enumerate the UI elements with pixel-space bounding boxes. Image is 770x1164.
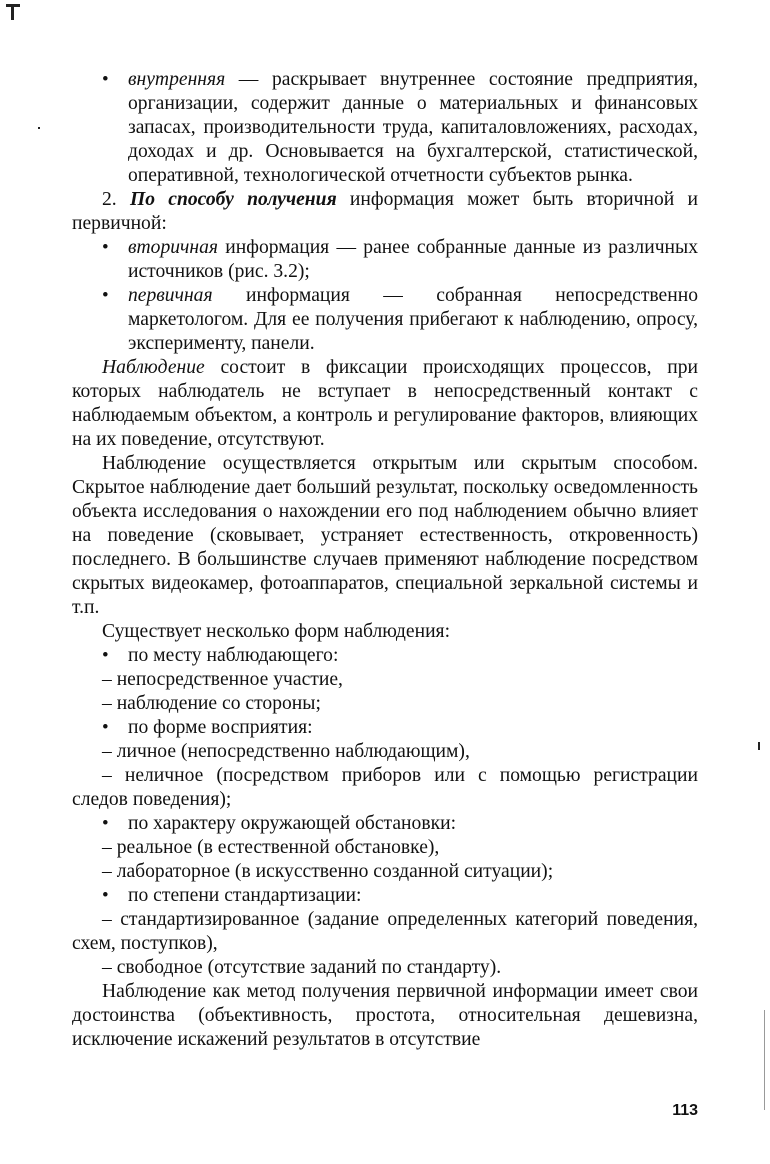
bold-emphasis: По способу получения xyxy=(129,189,337,210)
paragraph-text: состоит в фиксации происходящих процессов, при которых наблюдатель не вступает в непосредственный контакт с наблюдаемым объектом, а контроль и регулирование факторов, влияющих на их поведение, отсутствуют. xyxy=(72,357,698,450)
page-body xyxy=(72,68,698,1052)
bullet-text: по характеру окружающей обстановки: xyxy=(128,813,457,834)
emphasis: вторичная xyxy=(128,237,219,258)
bullet-text: информация — ранее собранные данные из различных источников (рис. 3.2); xyxy=(128,237,698,282)
bullet-item xyxy=(72,236,698,284)
dash-item: – неличное (посредством приборов или с помощью регистрации следов поведения); xyxy=(72,765,698,810)
scan-artifact xyxy=(764,1010,765,1110)
bullet-item xyxy=(72,812,698,836)
bullet-dot: • xyxy=(102,717,109,738)
paragraph xyxy=(72,356,698,452)
dash-item: – стандартизированное (задание определенных категорий поведения, схем, поступков), xyxy=(72,909,698,954)
bullet-item xyxy=(72,644,698,668)
bullet-dot: • xyxy=(102,885,109,906)
dash-item: – лабораторное (в искусственно созданной ситуации); xyxy=(102,861,554,882)
bullet-item xyxy=(72,716,698,740)
dash-item: – непосредственное участие, xyxy=(102,669,343,690)
dash-item: – свободное (отсутствие заданий по стандарту). xyxy=(102,957,502,978)
bullet-text: — раскрывает внутреннее состояние предприятия, организации, содержит данные о материальных и финансовых запасах, производительности труда, капиталовложениях, расходах, доходах и др. Основывается на бухгалтерской, статистической, оперативной, технологической отчетности субъектов рынка. xyxy=(128,69,698,186)
paragraph xyxy=(72,188,698,236)
bullet-text: информация — собранная непосредственно маркетологом. Для ее получения прибегают к наблюдению, опросу, эксперименту, панели. xyxy=(128,285,698,354)
bullet-text: по месту наблюдающего: xyxy=(128,645,339,666)
dash-item: – личное (непосредственно наблюдающим), xyxy=(102,741,470,762)
bullet-dot: • xyxy=(102,237,109,258)
bullet-dot: • xyxy=(102,645,109,666)
bullet-item xyxy=(72,884,698,908)
page-number: 113 xyxy=(672,1102,698,1119)
bullet-item xyxy=(72,68,698,188)
emphasis: первичная xyxy=(128,285,213,306)
paragraph-text: информация может быть вторичной и первичной: xyxy=(72,189,698,234)
scan-artifact xyxy=(758,742,760,750)
scan-artifact xyxy=(11,6,14,20)
emphasis: Наблюдение xyxy=(102,357,205,378)
bullet-dot: • xyxy=(102,813,109,834)
paragraph: Существует несколько форм наблюдения: xyxy=(102,621,451,642)
dash-item: – реальное (в естественной обстановке), xyxy=(102,837,440,858)
bullet-text: по форме восприятия: xyxy=(128,717,313,738)
paragraph: Наблюдение осуществляется открытым или скрытым способом. Скрытое наблюдение дает больший результат, поскольку осведомленность объекта исследования о нахождении его под наблюдением обычно влияет на поведение (сковывает, устраняет естественность, откровенность) последнего. В большинстве случаев применяют наблюдение посредством скрытых видеокамер, фотоаппаратов, специальной зеркальной системы и т.п. xyxy=(72,453,698,618)
bullet-text: по степени стандартизации: xyxy=(128,885,362,906)
bullet-item xyxy=(72,284,698,356)
paragraph: Наблюдение как метод получения первичной информации имеет свои достоинства (объективность, простота, относительная дешевизна, исключение искажений результатов в отсутствие xyxy=(72,981,698,1050)
bullet-dot: • xyxy=(102,285,109,306)
emphasis: внутренняя xyxy=(128,69,226,90)
scan-artifact xyxy=(38,127,40,129)
dash-item: – наблюдение со стороны; xyxy=(102,693,321,714)
bullet-dot: • xyxy=(102,69,109,90)
list-number: 2. xyxy=(102,189,130,210)
